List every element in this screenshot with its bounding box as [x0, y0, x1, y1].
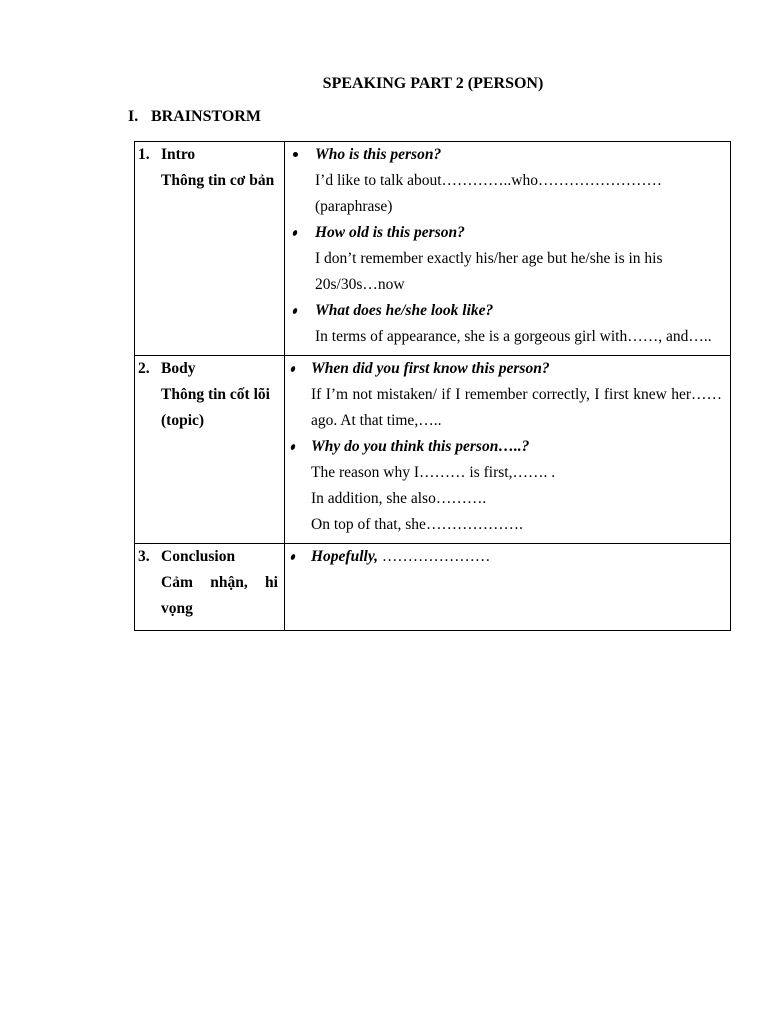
row-content-cell: [285, 356, 731, 544]
answer-line: In addition, she also……….: [311, 490, 487, 507]
row-content-cell: [285, 544, 731, 631]
answer-line: The reason why I……… is first,……. .: [311, 464, 556, 481]
row-heading: Conclusion: [161, 548, 236, 565]
bullet-icon: [285, 356, 311, 382]
list-item: [285, 544, 722, 570]
table-row-body: [135, 356, 731, 544]
bullet-icon: [285, 142, 315, 168]
row-subheading: Thông tin cốt lõi (topic): [161, 386, 270, 429]
answer-line: On top of that, she……………….: [311, 516, 523, 533]
answer-blank: …………………: [378, 548, 491, 565]
row-number: 1.: [138, 146, 150, 163]
question-text: Hopefully,: [311, 548, 379, 565]
question-text: How old is this person?: [315, 224, 465, 241]
row-number: 2.: [138, 360, 150, 377]
bullet-icon: [285, 220, 315, 246]
question-text: What does he/she look like?: [315, 302, 494, 319]
question-text: When did you first know this person?: [311, 360, 550, 377]
answer-line: (paraphrase): [315, 198, 393, 215]
row-label-cell: [135, 356, 285, 544]
list-item: [285, 298, 722, 324]
row-subheading: Thông tin cơ bản: [161, 172, 275, 189]
section-heading: [128, 107, 261, 127]
answer-line: I don’t remember exactly his/her age but he/she is in his 20s/30s…now: [315, 250, 663, 293]
section-number: I.: [128, 108, 139, 125]
list-item: [285, 220, 722, 246]
question-text: Why do you think this person…..?: [311, 438, 530, 455]
row-label-cell: [135, 142, 285, 356]
list-item: [285, 434, 722, 460]
table-row-intro: [135, 142, 731, 356]
brainstorm-table: [134, 141, 731, 631]
bullet-icon: [285, 298, 315, 324]
list-item: [285, 356, 722, 382]
row-number: 3.: [138, 548, 150, 565]
table-row-conclusion: [135, 544, 731, 631]
question-text: Who is this person?: [315, 146, 442, 163]
row-content-cell: [285, 142, 731, 356]
row-heading: Body: [161, 360, 196, 377]
row-label-cell: [135, 544, 285, 631]
document-title: SPEAKING PART 2 (PERSON): [322, 75, 544, 92]
answer-line: If I’m not mistaken/ if I remember correctly, I first knew her…… ago. At that time,…..: [311, 386, 722, 429]
row-subheading: Cảm nhận, hi vọng: [161, 574, 278, 617]
row-heading: Intro: [161, 146, 196, 163]
bullet-icon: [285, 544, 311, 570]
answer-line: I’d like to talk about…………..who……………………: [315, 172, 662, 189]
answer-line: In terms of appearance, she is a gorgeous girl with……, and…..: [315, 328, 712, 345]
list-item: [285, 142, 722, 168]
section-title: BRAINSTORM: [151, 108, 261, 125]
bullet-icon: [285, 434, 311, 460]
